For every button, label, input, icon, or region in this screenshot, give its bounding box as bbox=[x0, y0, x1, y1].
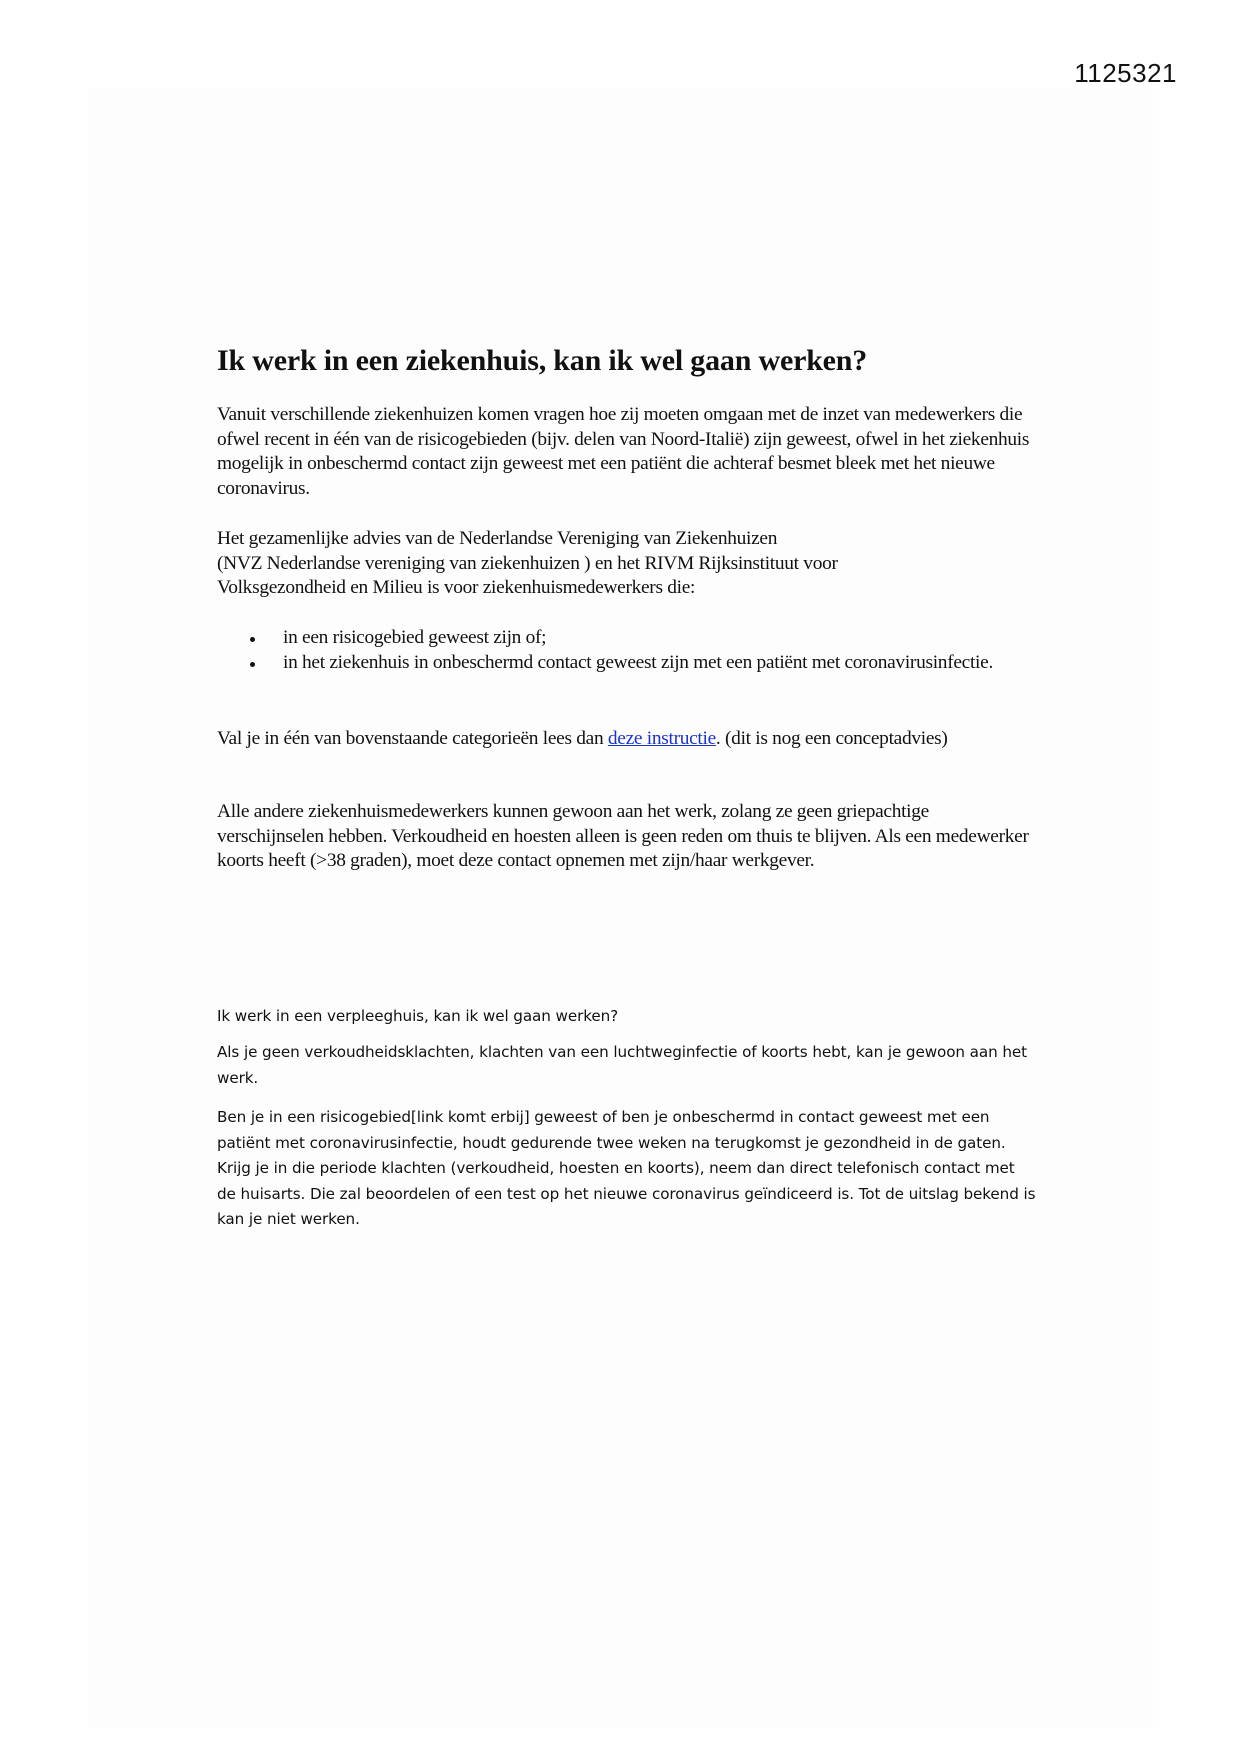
bullet-icon bbox=[250, 662, 255, 667]
nursing-home-paragraph-1: Als je geen verkoudheidsklachten, klachten van een luchtweginfectie of koorts hebt, kan je gewoon aan het werk. bbox=[217, 1043, 1027, 1087]
document-id: 1125321 bbox=[1074, 58, 1177, 88]
advice-line-2: (NVZ Nederlandse vereniging van ziekenhuizen ) en het RIVM Rijksinstituut voor bbox=[217, 552, 838, 574]
list-item: in het ziekenhuis in onbeschermd contact geweest zijn met een patiënt met coronavirusinfectie. bbox=[217, 651, 1037, 676]
nursing-home-section-title: Ik werk in een verpleeghuis, kan ik wel gaan werken? bbox=[217, 1007, 619, 1025]
advice-line-3: Volksgezondheid en Milieu is voor ziekenhuismedewerkers die: bbox=[217, 577, 696, 598]
risk-criteria-list bbox=[217, 626, 1037, 675]
instruction-paragraph: Val je in één van bovenstaande categorieën lees dan deze instructie. (dit is nog een conceptadvies) bbox=[217, 728, 948, 749]
hospital-section-title: Ik werk in een ziekenhuis, kan ik wel gaan werken? bbox=[217, 344, 868, 377]
advice-line-1: Het gezamenlijke advies van de Nederlandse Vereniging van Ziekenhuizen bbox=[217, 528, 778, 549]
joint-advice-paragraph bbox=[217, 527, 1037, 601]
scanned-page-area bbox=[88, 88, 1153, 1728]
instruction-link[interactable]: deze instructie bbox=[607, 728, 716, 749]
bullet-icon bbox=[250, 637, 255, 642]
nursing-home-paragraph-2: Ben je in een risicogebied[link komt erbij] geweest of ben je onbeschermd in contact geweest met een patiënt met coronavirusinfectie, houdt gedurende twee weken na terugkomst je gezondheid in de gaten. Krijg je in die periode klachten (verkoudheid, hoesten en koorts), neem dan direct telefonisch contact met de huisarts. Die zal beoordelen of een test op het nieuwe coronavirus geïndiceerd is. Tot de uitslag bekend is kan je niet werken. bbox=[217, 1108, 1036, 1228]
other-staff-paragraph: Alle andere ziekenhuismedewerkers kunnen gewoon aan het werk, zolang ze geen griepachtige verschijnselen hebben. Verkoudheid en hoesten alleen is geen reden om thuis te blijven. Als een medewerker koorts heeft (>38 graden), moet deze contact opnemen met zijn/haar werkgever. bbox=[217, 801, 1029, 871]
hospital-intro-paragraph: Vanuit verschillende ziekenhuizen komen vragen hoe zij moeten omgaan met de inzet van medewerkers die ofwel recent in één van de risicogebieden (bijv. delen van Noord-Italië) zijn geweest, ofwel in het ziekenhuis mogelijk in onbeschermd contact zijn geweest met een patiënt die achteraf besmet bleek met het nieuwe coronavirus. bbox=[217, 404, 1030, 499]
list-item: in een risicogebied geweest zijn of; bbox=[217, 626, 1037, 651]
